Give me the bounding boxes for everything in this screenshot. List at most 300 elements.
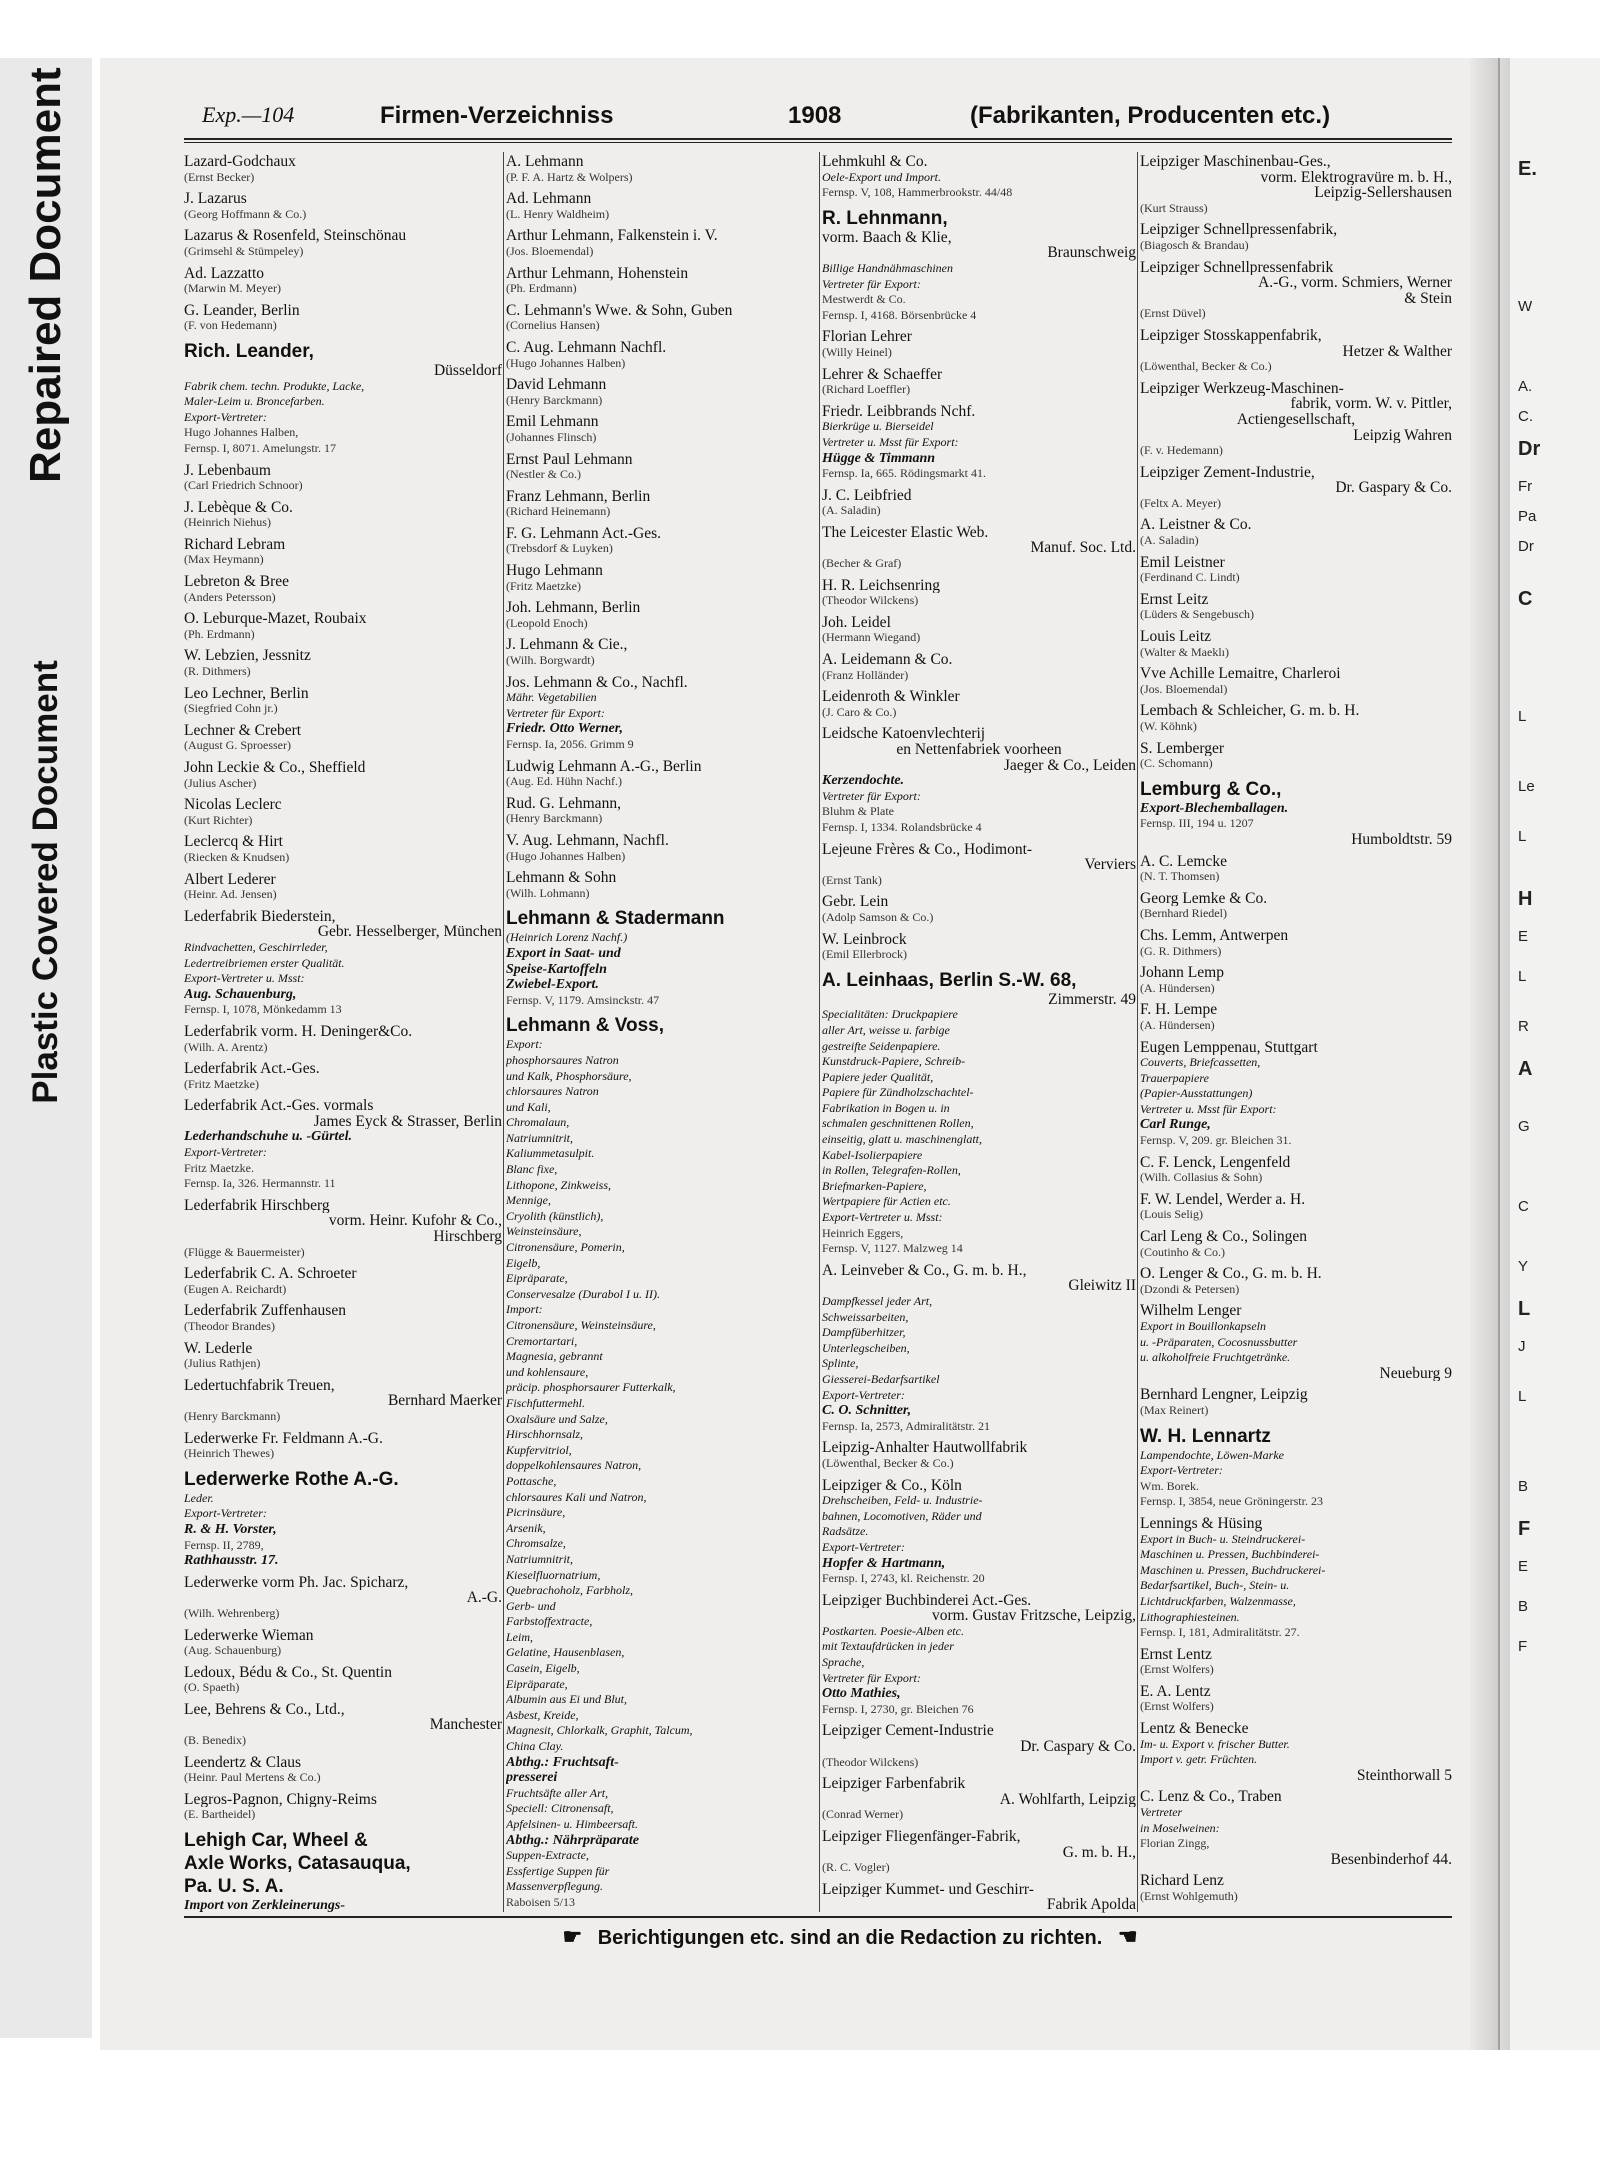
directory-column-3 — [822, 154, 1136, 1914]
entry-line: O. Leburque-Mazet, Roubaix — [184, 611, 367, 627]
entry-line: Sprache, — [822, 1655, 865, 1670]
directory-entry — [822, 207, 1136, 324]
next-page-fragment — [1510, 58, 1600, 2050]
entry-line: & Stein — [1404, 290, 1452, 307]
entry-line: (Kurt Strauss) — [1140, 200, 1208, 215]
directory-entry — [1140, 328, 1452, 375]
entry-line: Jos. Lehmann & Co., Nachfl. — [506, 674, 688, 691]
footer-rule — [184, 1916, 1452, 1918]
directory-entry — [822, 329, 1136, 360]
next-page-letter: E — [1518, 928, 1529, 945]
entry-line: (N. T. Thomsen) — [1140, 869, 1220, 884]
directory-entry — [184, 1792, 502, 1823]
entry-line: Leipzig-Anhalter Hautwollfabrik — [822, 1440, 1028, 1456]
entry-line: Lehrer & Schaeffer — [822, 366, 943, 383]
entry-line: (Cornelius Hansen) — [506, 318, 600, 333]
directory-entry — [822, 367, 1136, 398]
entry-line: W. Leinbrock — [822, 931, 907, 948]
directory-entry — [506, 907, 818, 1008]
directory-entry — [1140, 1387, 1452, 1418]
entry-line: und kohlensaure, — [506, 1364, 589, 1379]
entry-line: Joh. Lehmann, Berlin — [506, 600, 641, 616]
entry-line: Maschinen u. Pressen, Buchbinderei- — [1140, 1547, 1320, 1562]
directory-entry — [1140, 1721, 1452, 1783]
entry-line: Schweissarbeiten, — [822, 1309, 909, 1324]
directory-entry — [1140, 778, 1452, 848]
directory-entry — [184, 1198, 502, 1260]
entry-line: (Riecken & Knudsen) — [184, 849, 290, 864]
entry-line: Maler-Leim u. Broncefarben. — [184, 394, 325, 409]
directory-entry — [1140, 592, 1452, 623]
entry-line: James Eyck & Strasser, Berlin — [313, 1113, 502, 1130]
directory-entry — [506, 637, 818, 668]
entry-line: (Julius Rathjen) — [184, 1356, 261, 1371]
entry-line: (Fritz Maetzke) — [184, 1076, 259, 1091]
entry-line: Lederfabrik Hirschberg — [184, 1197, 330, 1214]
entry-line: Lebreton & Bree — [184, 574, 290, 590]
directory-entry — [822, 1593, 1136, 1718]
entry-line: Heinrich Eggers, — [822, 1225, 904, 1240]
entry-line: (L. Henry Waldheim) — [506, 206, 610, 221]
entry-line: Bierkrüge u. Bierseidel — [822, 419, 934, 434]
directory-entry — [822, 969, 1136, 1257]
entry-line: Fischfuttermehl. — [506, 1395, 585, 1410]
entry-line: Humboldtstr. 59 — [1351, 831, 1452, 848]
entry-line: A. Wohlfarth, Leipzig — [999, 1791, 1136, 1808]
entry-line: (Heinrich Thewes) — [184, 1446, 275, 1461]
entry-line: Lederfabrik Act.-Ges. vormals — [184, 1098, 374, 1114]
directory-entry — [822, 652, 1136, 683]
next-page-letter: Le — [1518, 778, 1535, 795]
entry-line: Hügge & Timmann — [822, 450, 936, 466]
entry-line: Leipziger Schnellpressenfabrik, — [1140, 222, 1338, 238]
entry-line: (Hermann Wiegand) — [822, 630, 921, 645]
entry-line: Import: — [506, 1302, 543, 1317]
page-subtitle: (Fabrikanten, Producenten etc.) — [970, 102, 1331, 129]
entry-line: (Ernst Wolfers) — [1140, 1662, 1214, 1677]
directory-entry — [1140, 1040, 1452, 1149]
entry-line: (P. F. A. Hartz & Wolpers) — [506, 169, 633, 184]
entry-line: in Rollen, Telegrafen-Rollen, — [822, 1163, 961, 1178]
entry-line: Export-Vertreter: — [184, 1506, 267, 1521]
entry-line: (Jos. Bloemendal) — [1140, 681, 1228, 696]
plastic-covered-document-label: Plastic Covered Document — [26, 660, 65, 1104]
entry-line: (Heinr. Ad. Jensen) — [184, 887, 277, 902]
entry-line: Lampendochte, Löwen-Marke — [1140, 1447, 1284, 1462]
entry-line: Chs. Lemm, Antwerpen — [1140, 927, 1289, 944]
directory-entry — [184, 1829, 502, 1914]
entry-line: (Aug. Schauenburg) — [184, 1643, 282, 1658]
entry-line: Lennings & Hüsing — [1140, 1515, 1263, 1532]
directory-entry — [506, 833, 818, 864]
entry-title: R. Lehnmann, — [822, 207, 948, 229]
entry-line: E. A. Lentz — [1140, 1683, 1211, 1700]
entry-title: Lehmann & Voss, — [506, 1015, 665, 1037]
entry-line: (Ernst Wohlgemuth) — [1140, 1889, 1238, 1903]
directory-column-4 — [1140, 154, 1452, 1914]
column-divider — [819, 152, 820, 1912]
entry-line: Hugo Lehmann — [506, 563, 603, 579]
entry-line: Maschinen u. Pressen, Buchdruckerei- — [1140, 1562, 1326, 1577]
entry-line: Besenbinderhof 44. — [1330, 1851, 1452, 1868]
entry-line: C. Lenz & Co., Traben — [1140, 1789, 1282, 1806]
entry-line: Papiere jeder Qualität, — [822, 1069, 934, 1084]
entry-line: John Leckie & Co., Sheffield — [184, 760, 366, 776]
directory-entry — [184, 1755, 502, 1786]
entry-line: (Heinrich Lorenz Nachf.) — [506, 930, 628, 945]
entry-line: Import von Zerkleinerungs- — [184, 1898, 346, 1914]
entry-line: (Nestler & Co.) — [506, 467, 581, 482]
entry-line: A. Lehmann — [506, 154, 584, 170]
entry-line: Export in Saat- und — [506, 945, 621, 961]
entry-line: Lee, Behrens & Co., Ltd., — [184, 1701, 345, 1718]
next-page-letter: R — [1518, 1018, 1529, 1035]
directory-entry — [1140, 965, 1452, 996]
entry-line: C. Lehmann's Wwe. & Sohn, Guben — [506, 302, 733, 319]
entry-line: C. F. Lenck, Lengenfeld — [1140, 1154, 1291, 1171]
entry-line: Lederwerke Wieman — [184, 1627, 314, 1644]
entry-line: Oxalsäure und Salze, — [506, 1411, 608, 1426]
next-page-letter: C. — [1518, 408, 1533, 425]
entry-line: Friedr. Otto Werner, — [506, 721, 623, 737]
entry-line: Lithographiesteinen. — [1140, 1609, 1240, 1624]
entry-line: Arthur Lehmann, Falkenstein i. V. — [506, 228, 718, 244]
entry-line: (Ernst Düvel) — [1140, 306, 1206, 321]
footer-note: Berichtigungen etc. sind an die Redaction zu richten. — [597, 1927, 1103, 1949]
entry-line: (Wilh. A. Arentz) — [184, 1039, 268, 1054]
entry-line: Düsseldorf — [433, 362, 502, 379]
entry-line: Quebrachoholz, Farbholz, — [506, 1583, 633, 1598]
entry-line: u. alkoholfreie Fruchtgetränke. — [1140, 1350, 1291, 1365]
entry-line: C. Aug. Lehmann Nachfl. — [506, 339, 667, 356]
entry-line: Fernsp. V, 209. gr. Bleichen 31. — [1140, 1133, 1292, 1148]
entry-line: schmalen geschnittenen Rollen, — [822, 1116, 974, 1131]
entry-line: u. -Präparaten, Cocosnussbutter — [1140, 1334, 1298, 1349]
directory-entry — [1140, 1155, 1452, 1186]
entry-line: (Conrad Werner) — [822, 1807, 904, 1822]
entry-line: (Franz Holländer) — [822, 667, 909, 682]
entry-line: (Henry Barckmann) — [506, 392, 603, 407]
entry-line: Export: — [506, 1037, 543, 1052]
entry-line: Leipziger Buchbinderei Act.-Ges. — [822, 1592, 1032, 1609]
pointing-hand-left-icon: ☚ — [1117, 1924, 1138, 1949]
entry-line: Ledertuchfabrik Treuen, — [184, 1377, 335, 1394]
directory-entry — [1140, 891, 1452, 922]
entry-line: Mennige, — [506, 1193, 551, 1208]
entry-line: (Adolp Samson & Co.) — [822, 909, 934, 924]
entry-line: doppelkohlensaures Natron, — [506, 1458, 642, 1473]
directory-entry — [1140, 629, 1452, 660]
directory-entry — [506, 870, 818, 901]
entry-line: (Georg Hoffmann & Co.) — [184, 206, 307, 221]
next-page-letter: Pa — [1518, 508, 1537, 525]
entry-line: H. R. Leichsenring — [822, 577, 940, 594]
entry-line: Lederfabrik vorm. H. Deninger&Co. — [184, 1023, 413, 1040]
entry-line: Ernst Leitz — [1140, 591, 1209, 608]
page-number: Exp.—104 — [202, 102, 295, 127]
entry-line: in Moselweinen: — [1140, 1820, 1220, 1835]
directory-entry — [184, 611, 502, 642]
entry-line: Lazarus & Rosenfeld, Steinschönau — [184, 228, 407, 244]
entry-line: Kerzendochte. — [822, 773, 905, 789]
directory-entry — [822, 1440, 1136, 1471]
entry-line: J. C. Leibfried — [822, 487, 912, 504]
directory-entry — [506, 414, 818, 445]
directory-entry — [1140, 154, 1452, 216]
entry-line: (Aug. Ed. Hühn Nachf.) — [506, 774, 622, 789]
directory-entry — [1140, 555, 1452, 586]
entry-line: (A. Saladin) — [1140, 533, 1199, 548]
entry-line: G. Leander, Berlin — [184, 302, 300, 319]
entry-line: Export-Vertreter: — [184, 1145, 267, 1160]
entry-line: Lederfabrik Zuffenhausen — [184, 1303, 346, 1319]
next-page-letter: B — [1518, 1598, 1529, 1615]
directory-entry — [1140, 703, 1452, 734]
entry-line: Emil Leistner — [1140, 554, 1225, 571]
entry-line: (Marwin M. Meyer) — [184, 281, 281, 296]
entry-line: (Richard Loeffler) — [822, 382, 911, 397]
entry-line: Drehscheiben, Feld- u. Industrie- — [822, 1493, 983, 1508]
entry-line: Lehmkuhl & Co. — [822, 154, 928, 170]
directory-entry — [184, 760, 502, 791]
entry-line: V. Aug. Lehmann, Nachfl. — [506, 832, 669, 849]
entry-line: Ledoux, Bédu & Co., St. Quentin — [184, 1664, 392, 1681]
entry-line: (Fritz Maetzke) — [506, 578, 581, 593]
directory-entry — [1140, 260, 1452, 322]
entry-line: (Henry Barckmann) — [506, 811, 603, 826]
entry-line: Ledertreibriemen erster Qualität. — [184, 955, 345, 970]
entry-line: A. C. Lemcke — [1140, 853, 1227, 870]
entry-line — [822, 1913, 1136, 1914]
entry-line: (Lüders & Sengebusch) — [1140, 607, 1254, 622]
entry-line: Fernsp. III, 194 u. 1207 — [1140, 816, 1254, 831]
entry-line: Export-Vertreter u. Msst: — [184, 971, 305, 986]
entry-line: (Löwenthal, Becker & Co.) — [822, 1455, 954, 1470]
entry-line: Chromsalze, — [506, 1536, 566, 1551]
entry-line: (Grimsehl & Stümpeley) — [184, 243, 304, 258]
entry-line: Dampfüberhitzer, — [822, 1325, 906, 1340]
entry-line: Mähr. Vegetabilien — [506, 690, 597, 705]
directory-entry — [506, 1014, 818, 1910]
entry-line: Arthur Lehmann, Hohenstein — [506, 265, 689, 282]
entry-line: (Ernst Tank) — [822, 872, 882, 887]
entry-line: Fernsp. Ia, 2573, Admiralitätstr. 21 — [822, 1418, 990, 1433]
entry-line: Florian Lehrer — [822, 329, 912, 345]
entry-line: Ernst Paul Lehmann — [506, 451, 633, 468]
entry-line: Eigelb, — [506, 1255, 541, 1270]
entry-line: Florian Zingg, — [1140, 1836, 1210, 1851]
entry-line: Export-Vertreter: — [184, 409, 267, 424]
next-page-letter: Dr — [1518, 438, 1541, 460]
directory-entry — [184, 723, 502, 754]
next-page-letter: W — [1518, 298, 1533, 315]
entry-line: Fabrik chem. techn. Produkte, Lacke, — [184, 378, 365, 393]
entry-line: Conservesalze (Durabol I u. II). — [506, 1286, 660, 1301]
entry-line: (Ph. Erdmann) — [506, 281, 577, 296]
entry-line: Dampfkessel jeder Art, — [822, 1294, 933, 1308]
entry-line: chlorsaures Kali und Natron, — [506, 1489, 647, 1504]
entry-line: Leder. — [184, 1490, 214, 1505]
entry-line: (Richard Heinemann) — [506, 504, 611, 519]
entry-line: gestreifte Seidenpapiere. — [822, 1038, 941, 1053]
entry-line: Export in Bouillonkapseln — [1140, 1319, 1266, 1333]
entry-line: W. Lebzien, Jessnitz — [184, 648, 311, 665]
entry-line: einseitig, glatt u. maschinenglatt, — [822, 1132, 982, 1147]
directory-entry — [1140, 928, 1452, 959]
entry-line: Georg Lemke & Co. — [1140, 890, 1268, 907]
entry-line: (Bernhard Riedel) — [1140, 906, 1227, 921]
directory-entry — [822, 932, 1136, 963]
entry-line: (Johannes Flinsch) — [506, 429, 597, 444]
entry-line: (Max Reinert) — [1140, 1402, 1209, 1417]
entry-line: Hugo Johannes Halben, — [184, 425, 299, 440]
directory-entry — [1140, 222, 1452, 253]
entry-title: Rich. Leander, — [184, 340, 314, 362]
column-divider — [503, 152, 504, 1912]
entry-line: Fernsp. II, 2789, — [184, 1537, 264, 1552]
directory-entry — [184, 500, 502, 531]
entry-line: (F. v. Hedemann) — [1140, 443, 1223, 458]
entry-line: Lederfabrik Act.-Ges. — [184, 1061, 320, 1077]
entry-line: Hetzer & Walther — [1342, 343, 1452, 360]
next-page-letter: L — [1518, 1298, 1531, 1320]
directory-entry — [1140, 1789, 1452, 1867]
entry-line: (Jos. Bloemendal) — [506, 243, 594, 258]
entry-line: (Walter & Maeklı) — [1140, 644, 1229, 659]
entry-line: Albert Lederer — [184, 871, 276, 888]
directory-entry — [184, 537, 502, 568]
directory-entry — [184, 648, 502, 679]
entry-line: presserei — [506, 1770, 558, 1786]
entry-line: Johann Lemp — [1140, 965, 1224, 981]
entry-line: Abthg.: Nährpräparate — [506, 1832, 640, 1848]
entry-line: (J. Caro & Co.) — [822, 704, 897, 719]
entry-line: (Eugen A. Reichardt) — [184, 1281, 287, 1296]
header-rule-thin — [184, 142, 1452, 143]
entry-line: (Wilh. Lohmann) — [506, 885, 590, 900]
entry-line: Vertreter u. Msst für Export: — [1140, 1101, 1277, 1116]
entry-line: (Theodor Brandes) — [184, 1319, 275, 1333]
entry-line: Hopfer & Hartmann, — [822, 1555, 946, 1571]
entry-line: A. Leinveber & Co., G. m. b. H., — [822, 1262, 1027, 1279]
directory-entry — [184, 191, 502, 222]
entry-line: Richard Lebram — [184, 536, 286, 553]
directory-entry — [822, 689, 1136, 720]
next-page-letter: F — [1518, 1518, 1531, 1540]
directory-entry — [184, 1702, 502, 1749]
directory-entry — [1140, 1873, 1452, 1904]
entry-line: Bluhm & Plate — [822, 804, 894, 819]
entry-line: (Löwenthal, Becker & Co.) — [1140, 359, 1272, 374]
directory-entry — [822, 404, 1136, 482]
directory-entry — [1140, 1647, 1452, 1678]
entry-line: Leipziger & Co., Köln — [822, 1477, 962, 1494]
entry-line: (Wilh. Borgwardt) — [506, 653, 595, 668]
entry-line: Export-Vertreter: — [822, 1387, 905, 1402]
entry-line: (Biagosch & Brandau) — [1140, 237, 1249, 252]
entry-line: Vertreter u. Msst für Export: — [822, 434, 959, 449]
entry-line: Citronensäure, Pomerin, — [506, 1240, 625, 1255]
entry-line: Massenverpflegung. — [506, 1879, 603, 1894]
directory-entry — [506, 796, 818, 827]
entry-line: Ad. Lazzatto — [184, 265, 265, 282]
directory-entry — [506, 266, 818, 297]
next-page-letter: L — [1518, 1388, 1527, 1405]
header-rule — [184, 138, 1452, 140]
directory-entry — [506, 154, 818, 185]
entry-line: J. Lebenbaum — [184, 462, 271, 479]
entry-line: (Emil Ellerbrock) — [822, 947, 907, 962]
entry-line: Lederfabrik C. A. Schroeter — [184, 1266, 357, 1282]
entry-line: Leipziger Werkzeug-Maschinen- — [1140, 380, 1344, 397]
entry-line: Richard Lenz — [1140, 1873, 1224, 1889]
entry-line: Vertreter für Export: — [822, 276, 921, 291]
entry-line: Leipziger Farbenfabrik — [822, 1776, 966, 1792]
entry-line: Bedarfsartikel, Buch-, Stein- u. — [1140, 1578, 1290, 1593]
page-year: 1908 — [788, 102, 842, 129]
entry-line: und Kali, — [506, 1099, 551, 1114]
entry-line: (Kurt Richter) — [184, 812, 253, 827]
entry-line: Leo Lechner, Berlin — [184, 685, 309, 702]
repaired-document-label: Repaired Document — [21, 67, 70, 483]
directory-entry — [822, 894, 1136, 925]
entry-line: Lembach & Schleicher, G. m. b. H. — [1140, 703, 1360, 719]
column-divider — [1137, 152, 1138, 1912]
directory-entry — [1140, 381, 1452, 459]
entry-line: chlorsaures Natron — [506, 1084, 599, 1099]
directory-entry — [506, 303, 818, 334]
next-page-letter: Fr — [1518, 478, 1533, 495]
entry-line: Fernsp. Ia, 2056. Grimm 9 — [506, 737, 634, 751]
entry-line: Asbest, Kreide, — [506, 1707, 579, 1722]
directory-entry — [506, 526, 818, 557]
entry-line: (Hugo Johannes Halben) — [506, 848, 626, 863]
entry-line: O. Lenger & Co., G. m. b. H. — [1140, 1266, 1322, 1282]
next-page-letter: B — [1518, 1478, 1529, 1495]
entry-line: (Julius Ascher) — [184, 775, 257, 790]
entry-line: Ad. Lehmann — [506, 191, 592, 207]
directory-entry — [184, 1024, 502, 1055]
entry-line: Lechner & Crebert — [184, 722, 302, 739]
entry-line: Vertreter für Export: — [506, 705, 605, 720]
entry-line: Farbstoffextracte, — [506, 1614, 593, 1629]
directory-entry — [506, 191, 818, 222]
entry-line: Kupfervitriol, — [506, 1442, 572, 1457]
entry-line: aller Art, weisse u. farbige — [822, 1022, 950, 1037]
entry-line: Magnesia, gebrannt — [506, 1349, 603, 1364]
entry-line: Lazard-Godchaux — [184, 154, 296, 170]
entry-line: Manuf. Soc. Ltd. — [1030, 540, 1136, 557]
entry-line: Fernsp. I, 181, Admiralitätstr. 27. — [1140, 1625, 1300, 1640]
entry-line: Billige Handnähmaschinen — [822, 260, 953, 275]
entry-line: Raboisen 5/13 — [506, 1894, 575, 1909]
entry-line: Verviers — [1084, 857, 1136, 873]
entry-line: Apfelsinen- u. Himbeersaft. — [506, 1817, 638, 1831]
directory-entry — [1140, 1425, 1452, 1510]
entry-line: Import v. getr. Früchten. — [1140, 1752, 1258, 1767]
entry-line: Otto Mathies, — [822, 1686, 901, 1702]
entry-line: (F. von Hedemann) — [184, 318, 277, 333]
directory-entry — [184, 797, 502, 828]
entry-line: Bernhard Maerker — [387, 1393, 502, 1409]
entry-line: Steinthorwall 5 — [1356, 1767, 1452, 1784]
directory-entry — [184, 154, 502, 185]
entry-line: Fernsp. I, 4168. Börsenbrücke 4 — [822, 307, 977, 322]
entry-line: Citronensäure, Weinsteinsäure, — [506, 1318, 656, 1332]
entry-line: Fabrik Apolda — [1046, 1897, 1136, 1913]
directory-entry — [822, 1776, 1136, 1823]
directory-entry — [822, 1723, 1136, 1770]
